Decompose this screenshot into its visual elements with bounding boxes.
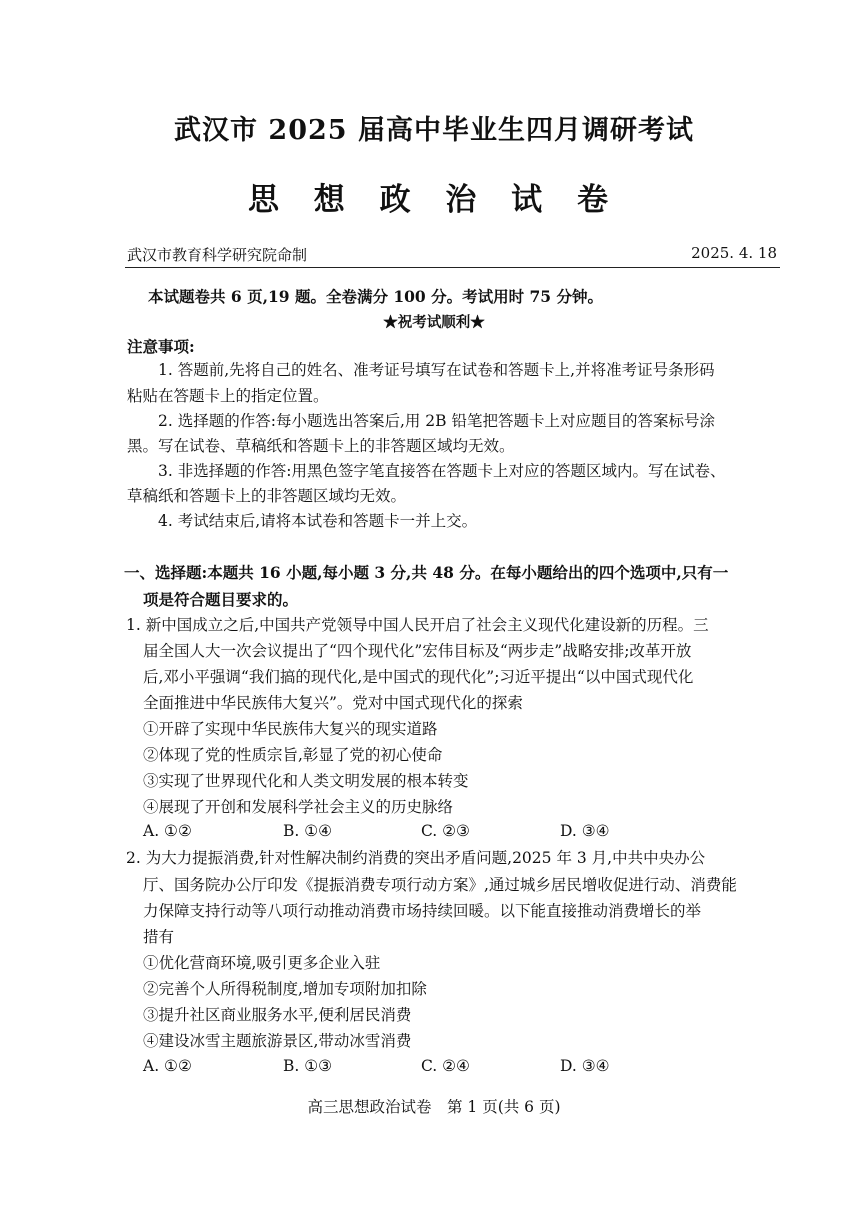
q1-item-1: ①开辟了实现中华民族伟大复兴的现实道路 (143, 720, 438, 738)
issuer: 武汉市教育科学研究院命制 (127, 246, 308, 264)
q1-stem-line-2: 届全国人大一次会议提出了“四个现代化”宏伟目标及“两步走”战略安排;改革开放 (143, 642, 692, 660)
note-2-line-1: 2. 选择题的作答:每小题选出答案后,用 2B 铅笔把答题卡上对应题目的答案标号涂 (158, 412, 715, 430)
q2-option-b: B. ①③ (283, 1057, 333, 1075)
note-3-line-1: 3. 非选择题的作答:用黑色签字笔直接答在答题卡上对应的答题区域内。写在试卷、 (158, 462, 726, 480)
exam-summary: 本试题卷共 6 页,19 题。全卷满分 100 分。考试用时 75 分钟。 (148, 287, 603, 306)
q1-stem-line-1: 1. 新中国成立之后,中国共产党领导中国人民开启了社会主义现代化建设新的历程。三 (126, 616, 709, 634)
page-footer: 高三思想政治试卷 第 1 页(共 6 页) (307, 1098, 561, 1116)
section-heading-line-1: 一、选择题:本题共 16 小题,每小题 3 分,共 48 分。在每小题给出的四个选项中,只有一 (124, 563, 729, 582)
q2-stem-line-2: 厅、国务院办公厅印发《提振消费专项行动方案》,通过城乡居民增收促进行动、消费能 (143, 876, 737, 894)
q1-option-c: C. ②③ (421, 822, 470, 840)
q1-item-4: ④展现了开创和发展科学社会主义的历史脉络 (143, 798, 454, 816)
note-4-line-1: 4. 考试结束后,请将本试卷和答题卡一并上交。 (158, 512, 478, 530)
q1-option-a: A. ①② (143, 822, 192, 840)
q2-option-d: D. ③④ (560, 1057, 610, 1075)
good-luck-wish: ★祝考试顺利★ (383, 314, 485, 331)
exam-subject-title: 思 想 政 治 试 卷 (248, 182, 620, 218)
note-1-line-1: 1. 答题前,先将自己的姓名、准考证号填写在试卷和答题卡上,并将准考证号条形码 (158, 361, 715, 379)
q2-item-4: ④建设冰雪主题旅游景区,带动冰雪消费 (143, 1032, 412, 1050)
q1-item-3: ③实现了世界现代化和人类文明发展的根本转变 (143, 772, 469, 790)
note-2-line-2: 黑。写在试卷、草稿纸和答题卡上的非答题区域均无效。 (127, 437, 515, 455)
q2-item-2: ②完善个人所得税制度,增加专项附加扣除 (143, 980, 427, 998)
q2-item-1: ①优化营商环境,吸引更多企业入驻 (143, 954, 381, 972)
section-heading-line-2: 项是符合题目要求的。 (143, 590, 299, 609)
note-1-line-2: 粘贴在答题卡上的指定位置。 (127, 387, 329, 405)
exam-title: 武汉市 2025 届高中毕业生四月调研考试 (174, 115, 694, 146)
q2-stem-line-1: 2. 为大力提振消费,针对性解决制约消费的突出矛盾问题,2025 年 3 月,中共中央办公 (126, 849, 706, 867)
note-3-line-2: 草稿纸和答题卡上的非答题区域均无效。 (127, 487, 407, 505)
q1-option-b: B. ①④ (283, 822, 333, 840)
q2-option-c: C. ②④ (421, 1057, 470, 1075)
q2-stem-line-3: 力保障支持行动等八项行动推动消费市场持续回暖。以下能直接推动消费增长的举 (143, 902, 702, 920)
q1-stem-line-4: 全面推进中华民族伟大复兴”。党对中国式现代化的探索 (143, 694, 523, 712)
header-divider (125, 267, 780, 268)
q1-item-2: ②体现了党的性质宗旨,彰显了党的初心使命 (143, 746, 443, 764)
q2-item-3: ③提升社区商业服务水平,便利居民消费 (143, 1006, 412, 1024)
q1-stem-line-3: 后,邓小平强调“我们搞的现代化,是中国式的现代化”;习近平提出“以中国式现代化 (143, 668, 694, 686)
q1-option-d: D. ③④ (560, 822, 610, 840)
q2-stem-line-4: 措有 (143, 928, 175, 946)
exam-date: 2025. 4. 18 (691, 244, 777, 262)
q2-option-a: A. ①② (143, 1057, 192, 1075)
notes-title: 注意事项: (127, 337, 195, 356)
